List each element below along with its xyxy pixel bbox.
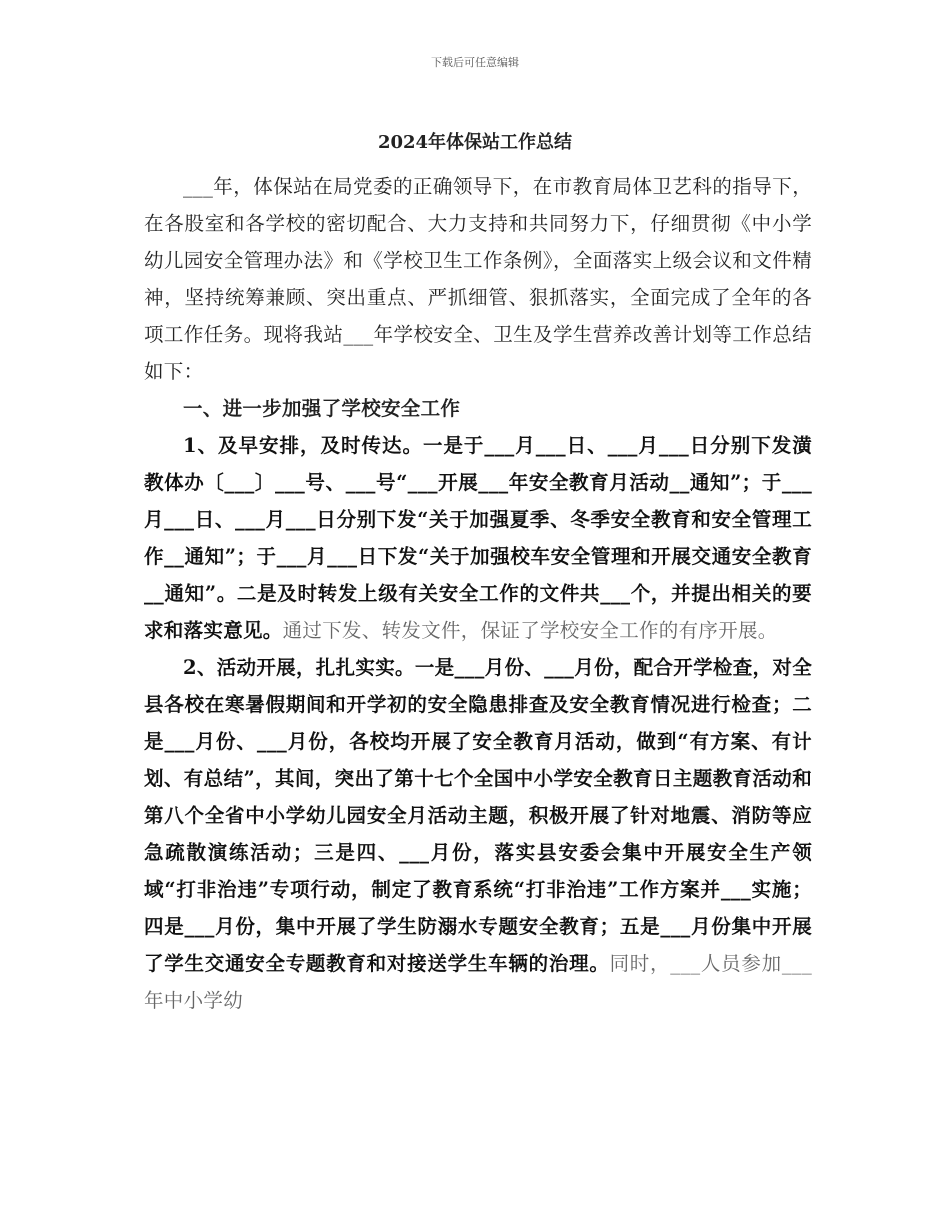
paragraph-1	[144, 427, 812, 649]
intro-paragraph: ___年，体保站在局党委的正确领导下，在市教育局体卫艺科的指导下，在各股室和各学校的密切配合、大力支持和共同努力下，仔细贯彻《中小学幼儿园安全管理办法》和《学校卫生工作条例》，全面落实上级会议和文件精神，坚持统筹兼顾、突出重点、严抓细管、狠抓落实，全面完成了全年的各项工作任务。现将我站___年学校安全、卫生及学生营养改善计划等工作总结如下：	[144, 175, 812, 383]
paragraph-2-normal: 同时，___人员参加___年中小学幼	[144, 952, 812, 1012]
document-title: 2024年体保站工作总结	[377, 132, 573, 153]
header-note: 下载后可任意编辑	[431, 56, 519, 69]
paragraph-1-bold: 1、及早安排，及时传达。一是于___月___日、___月___日分别下发潢教体办〔___〕___号、___号“___开展___年安全教育月活动__通知”；于___月___日、___月___日分别下发“关于加强夏季、冬季安全教育和安全管理工作__通知”；于___月___日下发“关于加强校车安全管理和开展交通安全教育__通知”。二是及时转发上级有关安全工作的文件共___个，并提出相关的要求和落实意见。	[144, 434, 812, 642]
section-heading: 一、进一步加强了学校安全工作	[183, 397, 461, 420]
paragraph-1-normal: 通过下发、转发文件，保证了学校安全工作的有序开展。	[282, 619, 778, 642]
document-body	[144, 168, 812, 1019]
paragraph-2	[144, 649, 812, 1019]
paragraph-2-bold: 2、活动开展，扎扎实实。一是___月份、___月份，配合开学检查，对全县各校在寒暑假期间和开学初的安全隐患排查及安全教育情况进行检查；二是___月份、___月份，各校均开展了安全教育月活动，做到“有方案、有计划、有总结”，其间，突出了第十七个全国中小学安全教育日主题教育活动和第八个全省中小学幼儿园安全月活动主题，积极开展了针对地震、消防等应急疏散演练活动；三是四、___月份，落实县安委会集中开展安全生产领域“打非治违”专项行动，制定了教育系统“打非治违”工作方案并___实施；四是___月份，集中开展了学生防溺水专题安全教育；五是___月份集中开展了学生交通安全专题教育和对接送学生车辆的治理。	[144, 656, 812, 975]
